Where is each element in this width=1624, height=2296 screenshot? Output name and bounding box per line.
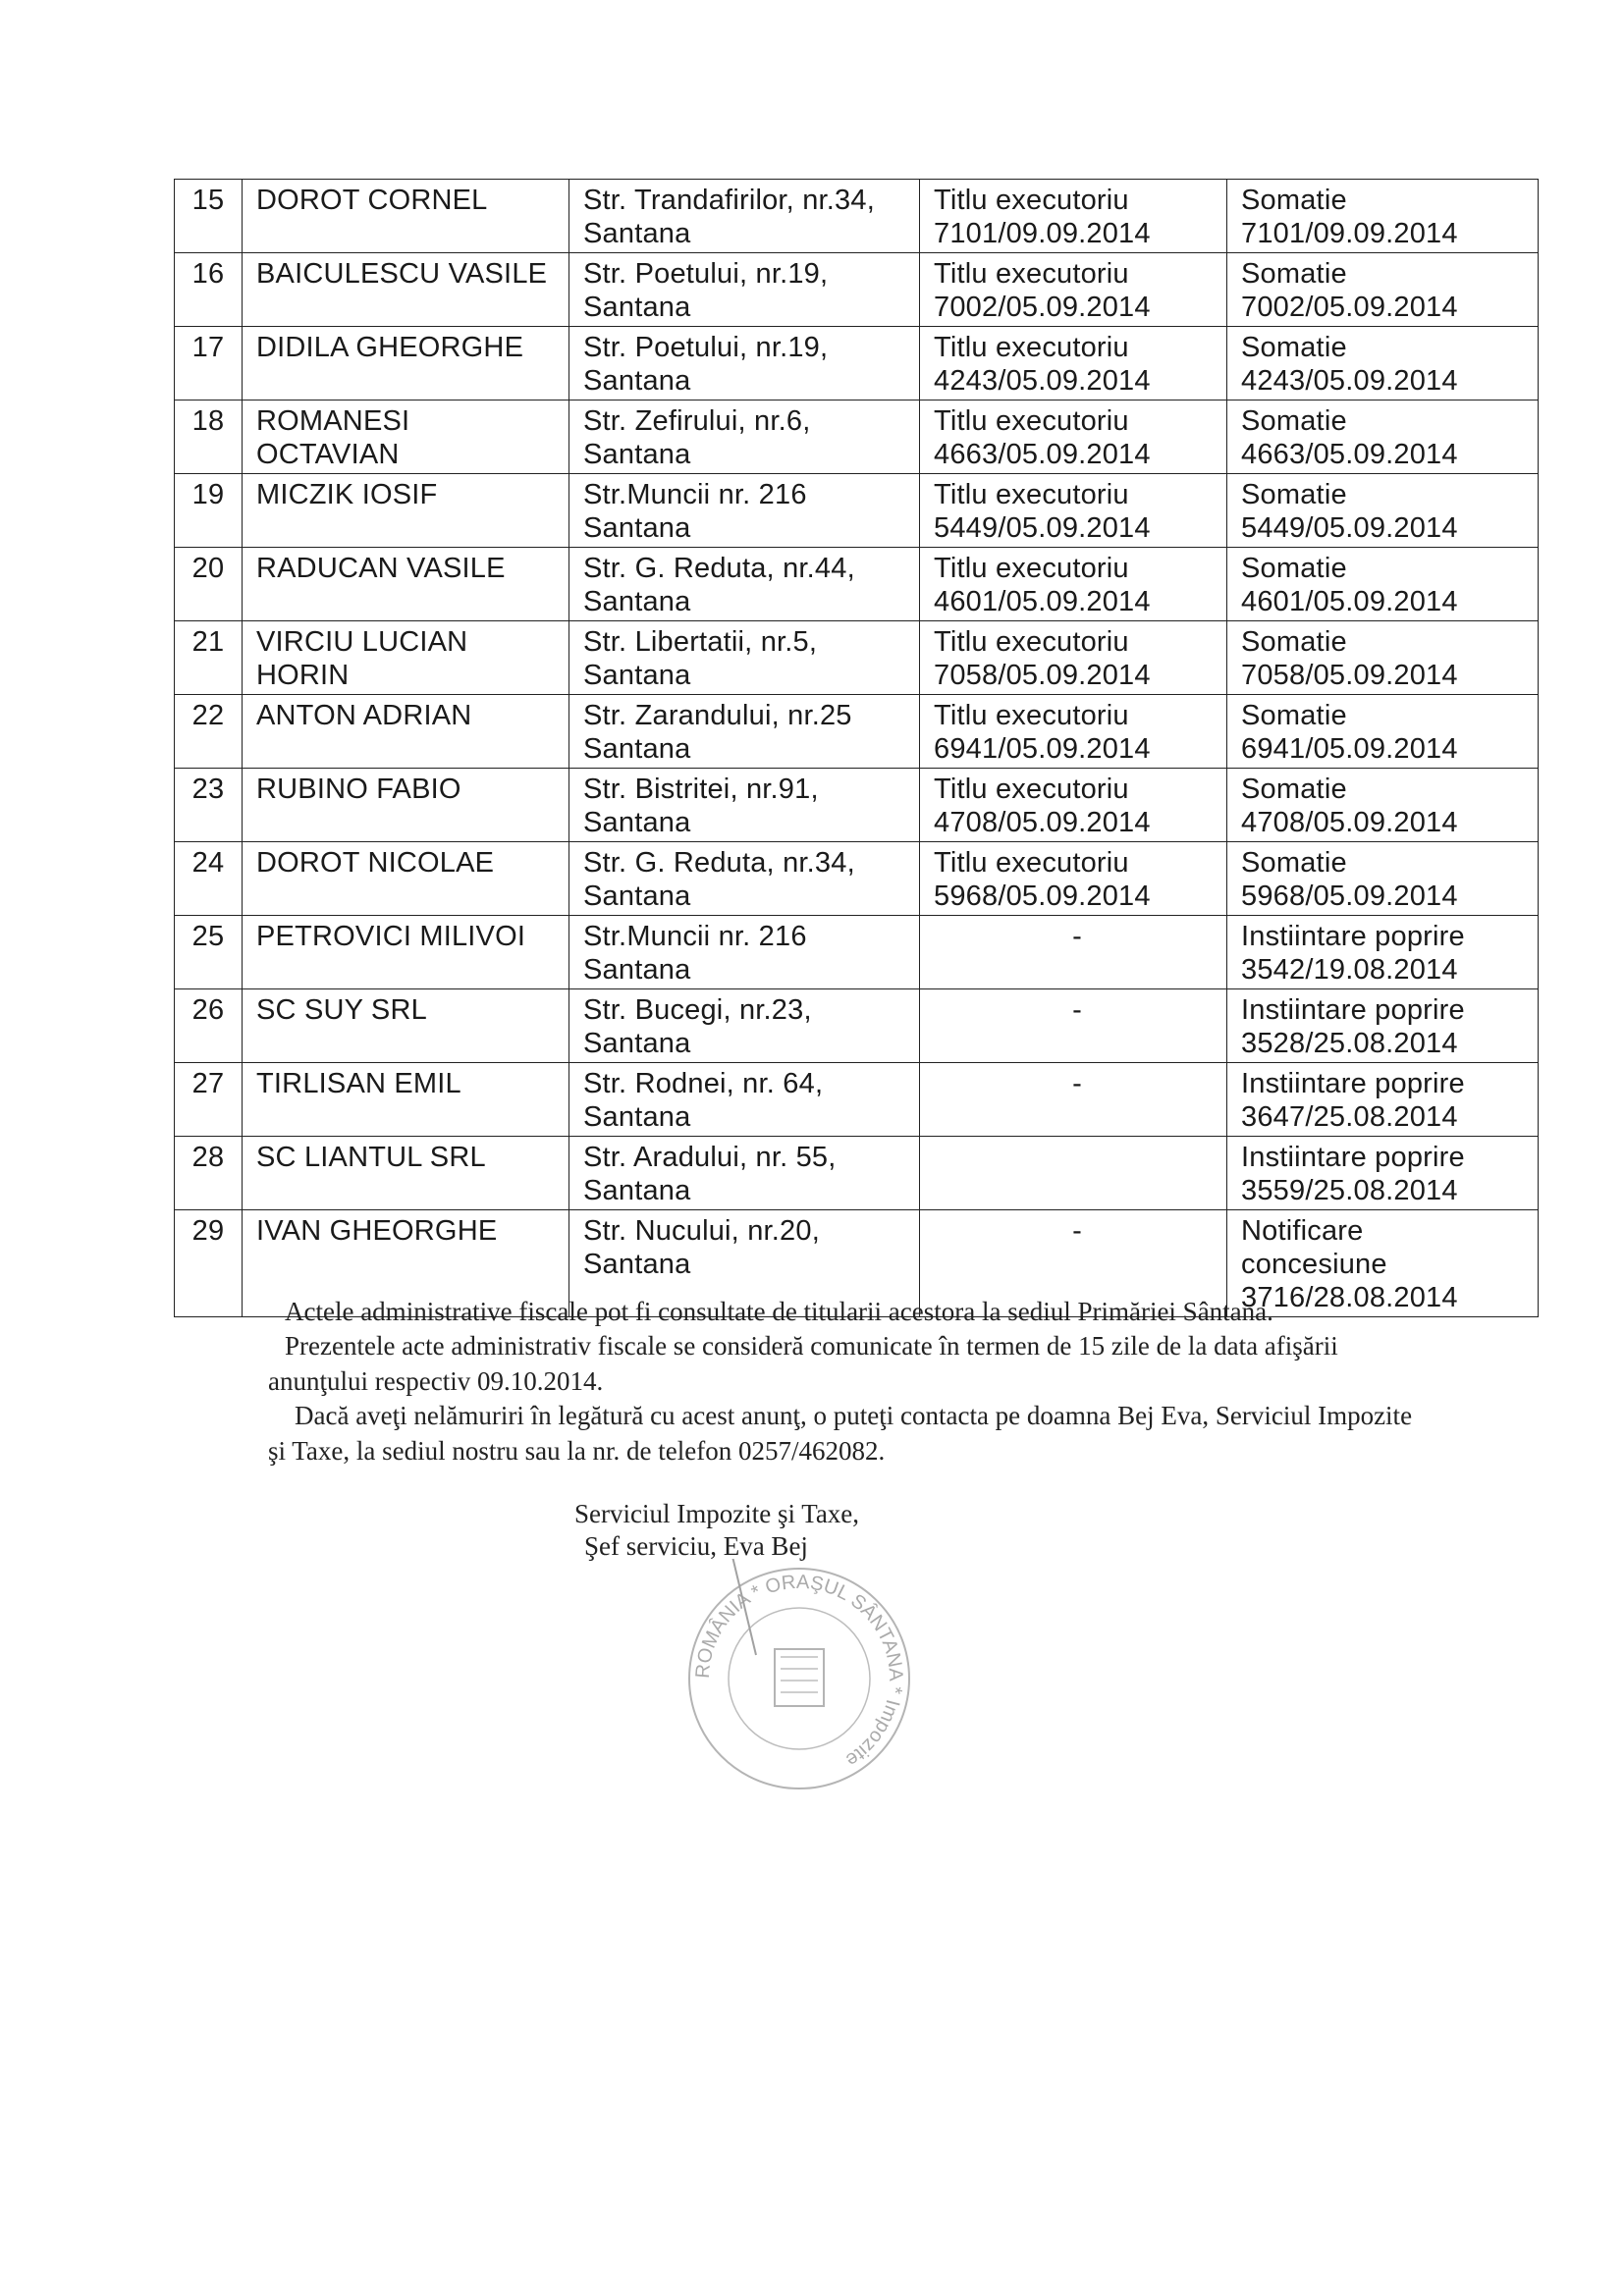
fiscal-act-line: Instiintare poprire	[1241, 921, 1465, 952]
table-row	[175, 548, 1539, 621]
address-cell	[569, 769, 920, 842]
paragraph-consultation: Actele administrative fiscale pot fi consultate de titularii acestora la sediul Primăriei Sântana.	[285, 1297, 1273, 1326]
enforcement-title-cell	[920, 769, 1227, 842]
enforcement-title-line: Titlu executoriu	[934, 258, 1129, 290]
address-line: Str. Bistritei, nr.91,	[583, 774, 819, 805]
enforcement-title-cell	[920, 548, 1227, 621]
address-line: Santana	[583, 807, 691, 838]
address-line: Str. Poetului, nr.19,	[583, 332, 829, 363]
enforcement-title-cell	[920, 400, 1227, 474]
debtor-name-line: PETROVICI MILIVOI	[256, 921, 526, 952]
enforcement-title-line: 7002/05.09.2014	[934, 292, 1151, 323]
enforcement-title-line: Titlu executoriu	[934, 700, 1129, 731]
enforcement-title-line: 6941/05.09.2014	[934, 733, 1151, 765]
address-cell	[569, 548, 920, 621]
row-number-cell: 18	[175, 400, 243, 474]
row-number-cell: 24	[175, 842, 243, 916]
table-row	[175, 180, 1539, 253]
address-line: Santana	[583, 365, 691, 397]
fiscal-act-line: 7058/05.09.2014	[1241, 660, 1458, 691]
enforcement-title-line: -	[1072, 1068, 1082, 1099]
address-cell	[569, 400, 920, 474]
signature-department: Serviciul Impozite şi Taxe,	[574, 1499, 860, 1528]
fiscal-act-cell	[1227, 1137, 1539, 1210]
fiscal-act-cell	[1227, 253, 1539, 327]
row-number-cell: 27	[175, 1063, 243, 1137]
address-line: Str. Nucului, nr.20,	[583, 1215, 820, 1247]
fiscal-act-line: Somatie	[1241, 847, 1347, 879]
enforcement-title-cell	[920, 842, 1227, 916]
row-number-cell: 21	[175, 621, 243, 695]
debtor-name-line: DOROT NICOLAE	[256, 847, 495, 879]
debtor-name-cell	[243, 621, 569, 695]
enforcement-title-line: 5968/05.09.2014	[934, 881, 1151, 912]
fiscal-act-line: Somatie	[1241, 700, 1347, 731]
fiscal-act-line: 4243/05.09.2014	[1241, 365, 1458, 397]
row-number-cell: 16	[175, 253, 243, 327]
enforcement-title-line: Titlu executoriu	[934, 626, 1129, 658]
address-line: Str. Zarandului, nr.25	[583, 700, 852, 731]
fiscal-act-line: Somatie	[1241, 258, 1347, 290]
address-line: Str. Poetului, nr.19,	[583, 258, 829, 290]
address-line: Santana	[583, 218, 691, 249]
table-row	[175, 769, 1539, 842]
paragraph-contact: Dacă aveţi nelămuriri în legătură cu acest anunţ, o puteţi contacta pe doamna Bej Eva, Serviciul Impozite	[295, 1401, 1413, 1430]
debtor-name-cell	[243, 1137, 569, 1210]
row-number-cell: 29	[175, 1210, 243, 1317]
enforcement-title-line: Titlu executoriu	[934, 847, 1129, 879]
fiscal-act-line: Somatie	[1241, 774, 1347, 805]
fiscal-act-line: 4708/05.09.2014	[1241, 807, 1458, 838]
enforcement-title-cell	[920, 695, 1227, 769]
row-number-cell: 20	[175, 548, 243, 621]
fiscal-act-line: 6941/05.09.2014	[1241, 733, 1458, 765]
debtor-name-line: RUBINO FABIO	[256, 774, 461, 805]
fiscal-act-cell	[1227, 548, 1539, 621]
enforcement-title-cell	[920, 180, 1227, 253]
table-row	[175, 621, 1539, 695]
enforcement-title-line: 4243/05.09.2014	[934, 365, 1151, 397]
fiscal-act-line: Somatie	[1241, 185, 1347, 216]
enforcement-title-cell	[920, 916, 1227, 989]
debtor-name-line: VIRCIU LUCIAN	[256, 626, 468, 658]
debtor-name-cell	[243, 769, 569, 842]
address-line: Santana	[583, 1101, 691, 1133]
address-line: Santana	[583, 1028, 691, 1059]
table-row	[175, 1063, 1539, 1137]
debtor-name-cell	[243, 916, 569, 989]
enforcement-title-cell	[920, 621, 1227, 695]
fiscal-act-line: Somatie	[1241, 405, 1347, 437]
fiscal-act-line: Somatie	[1241, 479, 1347, 510]
row-number-cell: 26	[175, 989, 243, 1063]
address-line: Santana	[583, 586, 691, 617]
address-line: Str. Trandafirilor, nr.34,	[583, 185, 875, 216]
fiscal-act-line: 4663/05.09.2014	[1241, 439, 1458, 470]
enforcement-title-cell	[920, 1063, 1227, 1137]
table-row	[175, 400, 1539, 474]
debtor-name-cell	[243, 695, 569, 769]
enforcement-title-cell	[920, 327, 1227, 400]
debtor-name-line: MICZIK IOSIF	[256, 479, 438, 510]
address-cell	[569, 180, 920, 253]
enforcement-title-cell	[920, 253, 1227, 327]
address-line: Santana	[583, 954, 691, 986]
address-cell	[569, 989, 920, 1063]
table-row	[175, 327, 1539, 400]
fiscal-act-cell	[1227, 327, 1539, 400]
table-row	[175, 474, 1539, 548]
fiscal-act-cell	[1227, 621, 1539, 695]
fiscal-act-cell	[1227, 180, 1539, 253]
debtor-name-cell	[243, 842, 569, 916]
address-cell	[569, 253, 920, 327]
debtors-table-body	[175, 180, 1539, 1317]
debtor-name-cell	[243, 253, 569, 327]
debtor-name-cell	[243, 327, 569, 400]
paragraph-communication: Prezentele acte administrativ fiscale se consideră comunicate în termen de 15 zile de la data afişării	[285, 1331, 1338, 1361]
address-line: Str. G. Reduta, nr.34,	[583, 847, 855, 879]
fiscal-act-line: 3647/25.08.2014	[1241, 1101, 1458, 1133]
fiscal-act-line: 3528/25.08.2014	[1241, 1028, 1458, 1059]
address-line: Santana	[583, 1249, 691, 1280]
debtor-name-line: RADUCAN VASILE	[256, 553, 506, 584]
enforcement-title-line: 4708/05.09.2014	[934, 807, 1151, 838]
enforcement-title-line: Titlu executoriu	[934, 479, 1129, 510]
debtor-name-line: ROMANESI	[256, 405, 410, 437]
fiscal-act-line: Instiintare poprire	[1241, 1142, 1465, 1173]
official-stamp	[679, 1559, 920, 1799]
enforcement-title-line: 7058/05.09.2014	[934, 660, 1151, 691]
row-number-cell: 17	[175, 327, 243, 400]
address-cell	[569, 1063, 920, 1137]
debtors-table	[174, 179, 1539, 1317]
row-number-cell: 25	[175, 916, 243, 989]
fiscal-act-line: Instiintare poprire	[1241, 1068, 1465, 1099]
fiscal-act-cell	[1227, 916, 1539, 989]
row-number-cell: 15	[175, 180, 243, 253]
enforcement-title-line: Titlu executoriu	[934, 405, 1129, 437]
debtor-name-line: SC LIANTUL SRL	[256, 1142, 486, 1173]
address-line: Santana	[583, 1175, 691, 1206]
fiscal-act-cell	[1227, 474, 1539, 548]
fiscal-act-line: 4601/05.09.2014	[1241, 586, 1458, 617]
fiscal-act-cell	[1227, 769, 1539, 842]
table-row	[175, 916, 1539, 989]
fiscal-act-cell	[1227, 842, 1539, 916]
debtor-name-line: BAICULESCU VASILE	[256, 258, 548, 290]
address-line: Str.Muncii nr. 216	[583, 479, 807, 510]
address-cell	[569, 327, 920, 400]
stamp-ring-text: ROMÂNIA * ORAŞUL SÂNTANA * Impozite	[691, 1571, 907, 1772]
fiscal-act-line: Notificare	[1241, 1215, 1364, 1247]
debtor-name-line: DIDILA GHEORGHE	[256, 332, 524, 363]
row-number-cell: 23	[175, 769, 243, 842]
address-line: Santana	[583, 881, 691, 912]
enforcement-title-line: Titlu executoriu	[934, 185, 1129, 216]
debtor-name-cell	[243, 1063, 569, 1137]
enforcement-title-line: Titlu executoriu	[934, 332, 1129, 363]
enforcement-title-line: -	[1072, 921, 1082, 952]
address-line: Str. G. Reduta, nr.44,	[583, 553, 855, 584]
fiscal-act-line: 3716/28.08.2014	[1241, 1282, 1458, 1313]
debtor-name-cell	[243, 548, 569, 621]
enforcement-title-cell	[920, 1137, 1227, 1210]
enforcement-title-line: Titlu executoriu	[934, 553, 1129, 584]
paragraph-contact-cont: şi Taxe, la sediul nostru sau la nr. de telefon 0257/462082.	[268, 1436, 886, 1466]
fiscal-act-line: Somatie	[1241, 332, 1347, 363]
enforcement-title-line: -	[1072, 994, 1082, 1026]
fiscal-act-line: 7101/09.09.2014	[1241, 218, 1458, 249]
address-line: Santana	[583, 733, 691, 765]
table-row	[175, 1137, 1539, 1210]
row-number-cell: 22	[175, 695, 243, 769]
address-line: Str. Bucegi, nr.23,	[583, 994, 812, 1026]
address-cell	[569, 916, 920, 989]
fiscal-act-line: 7002/05.09.2014	[1241, 292, 1458, 323]
debtor-name-cell	[243, 989, 569, 1063]
fiscal-act-cell	[1227, 400, 1539, 474]
debtor-name-line: IVAN GHEORGHE	[256, 1215, 498, 1247]
debtor-name-line: SC SUY SRL	[256, 994, 427, 1026]
address-line: Santana	[583, 292, 691, 323]
address-line: Santana	[583, 439, 691, 470]
enforcement-title-line: 5449/05.09.2014	[934, 512, 1151, 544]
table-row	[175, 842, 1539, 916]
address-cell	[569, 842, 920, 916]
enforcement-title-line: 4601/05.09.2014	[934, 586, 1151, 617]
fiscal-act-line: 3542/19.08.2014	[1241, 954, 1458, 986]
row-number-cell: 19	[175, 474, 243, 548]
address-cell	[569, 1137, 920, 1210]
address-cell	[569, 695, 920, 769]
enforcement-title-line: 4663/05.09.2014	[934, 439, 1151, 470]
debtor-name-line: OCTAVIAN	[256, 439, 400, 470]
address-line: Str.Muncii nr. 216	[583, 921, 807, 952]
address-line: Santana	[583, 512, 691, 544]
debtor-name-line: HORIN	[256, 660, 350, 691]
debtor-name-line: DOROT CORNEL	[256, 185, 488, 216]
paragraph-communication-cont: anunţului respectiv 09.10.2014.	[268, 1366, 604, 1396]
address-cell	[569, 621, 920, 695]
address-cell	[569, 474, 920, 548]
row-number-cell: 28	[175, 1137, 243, 1210]
debtor-name-line: TIRLISAN EMIL	[256, 1068, 461, 1099]
enforcement-title-cell	[920, 989, 1227, 1063]
fiscal-act-line: concesiune	[1241, 1249, 1387, 1280]
fiscal-act-line: 5968/05.09.2014	[1241, 881, 1458, 912]
address-line: Str. Aradului, nr. 55,	[583, 1142, 837, 1173]
enforcement-title-line: -	[1072, 1215, 1082, 1247]
signature-name: Şef serviciu, Eva Bej	[584, 1531, 808, 1561]
fiscal-act-line: Somatie	[1241, 553, 1347, 584]
enforcement-title-line: 7101/09.09.2014	[934, 218, 1151, 249]
enforcement-title-cell	[920, 474, 1227, 548]
fiscal-act-line: Somatie	[1241, 626, 1347, 658]
address-line: Str. Rodnei, nr. 64,	[583, 1068, 824, 1099]
table-row	[175, 989, 1539, 1063]
debtor-name-cell	[243, 180, 569, 253]
debtor-name-cell	[243, 400, 569, 474]
enforcement-title-line: Titlu executoriu	[934, 774, 1129, 805]
debtor-name-line: ANTON ADRIAN	[256, 700, 472, 731]
address-line: Str. Zefirului, nr.6,	[583, 405, 811, 437]
fiscal-act-line: Instiintare poprire	[1241, 994, 1465, 1026]
table-row	[175, 253, 1539, 327]
debtor-name-cell	[243, 474, 569, 548]
fiscal-act-cell	[1227, 1063, 1539, 1137]
table-row	[175, 695, 1539, 769]
address-line: Str. Libertatii, nr.5,	[583, 626, 818, 658]
fiscal-act-line: 5449/05.09.2014	[1241, 512, 1458, 544]
fiscal-act-cell	[1227, 695, 1539, 769]
fiscal-act-line: 3559/25.08.2014	[1241, 1175, 1458, 1206]
fiscal-act-cell	[1227, 989, 1539, 1063]
address-line: Santana	[583, 660, 691, 691]
